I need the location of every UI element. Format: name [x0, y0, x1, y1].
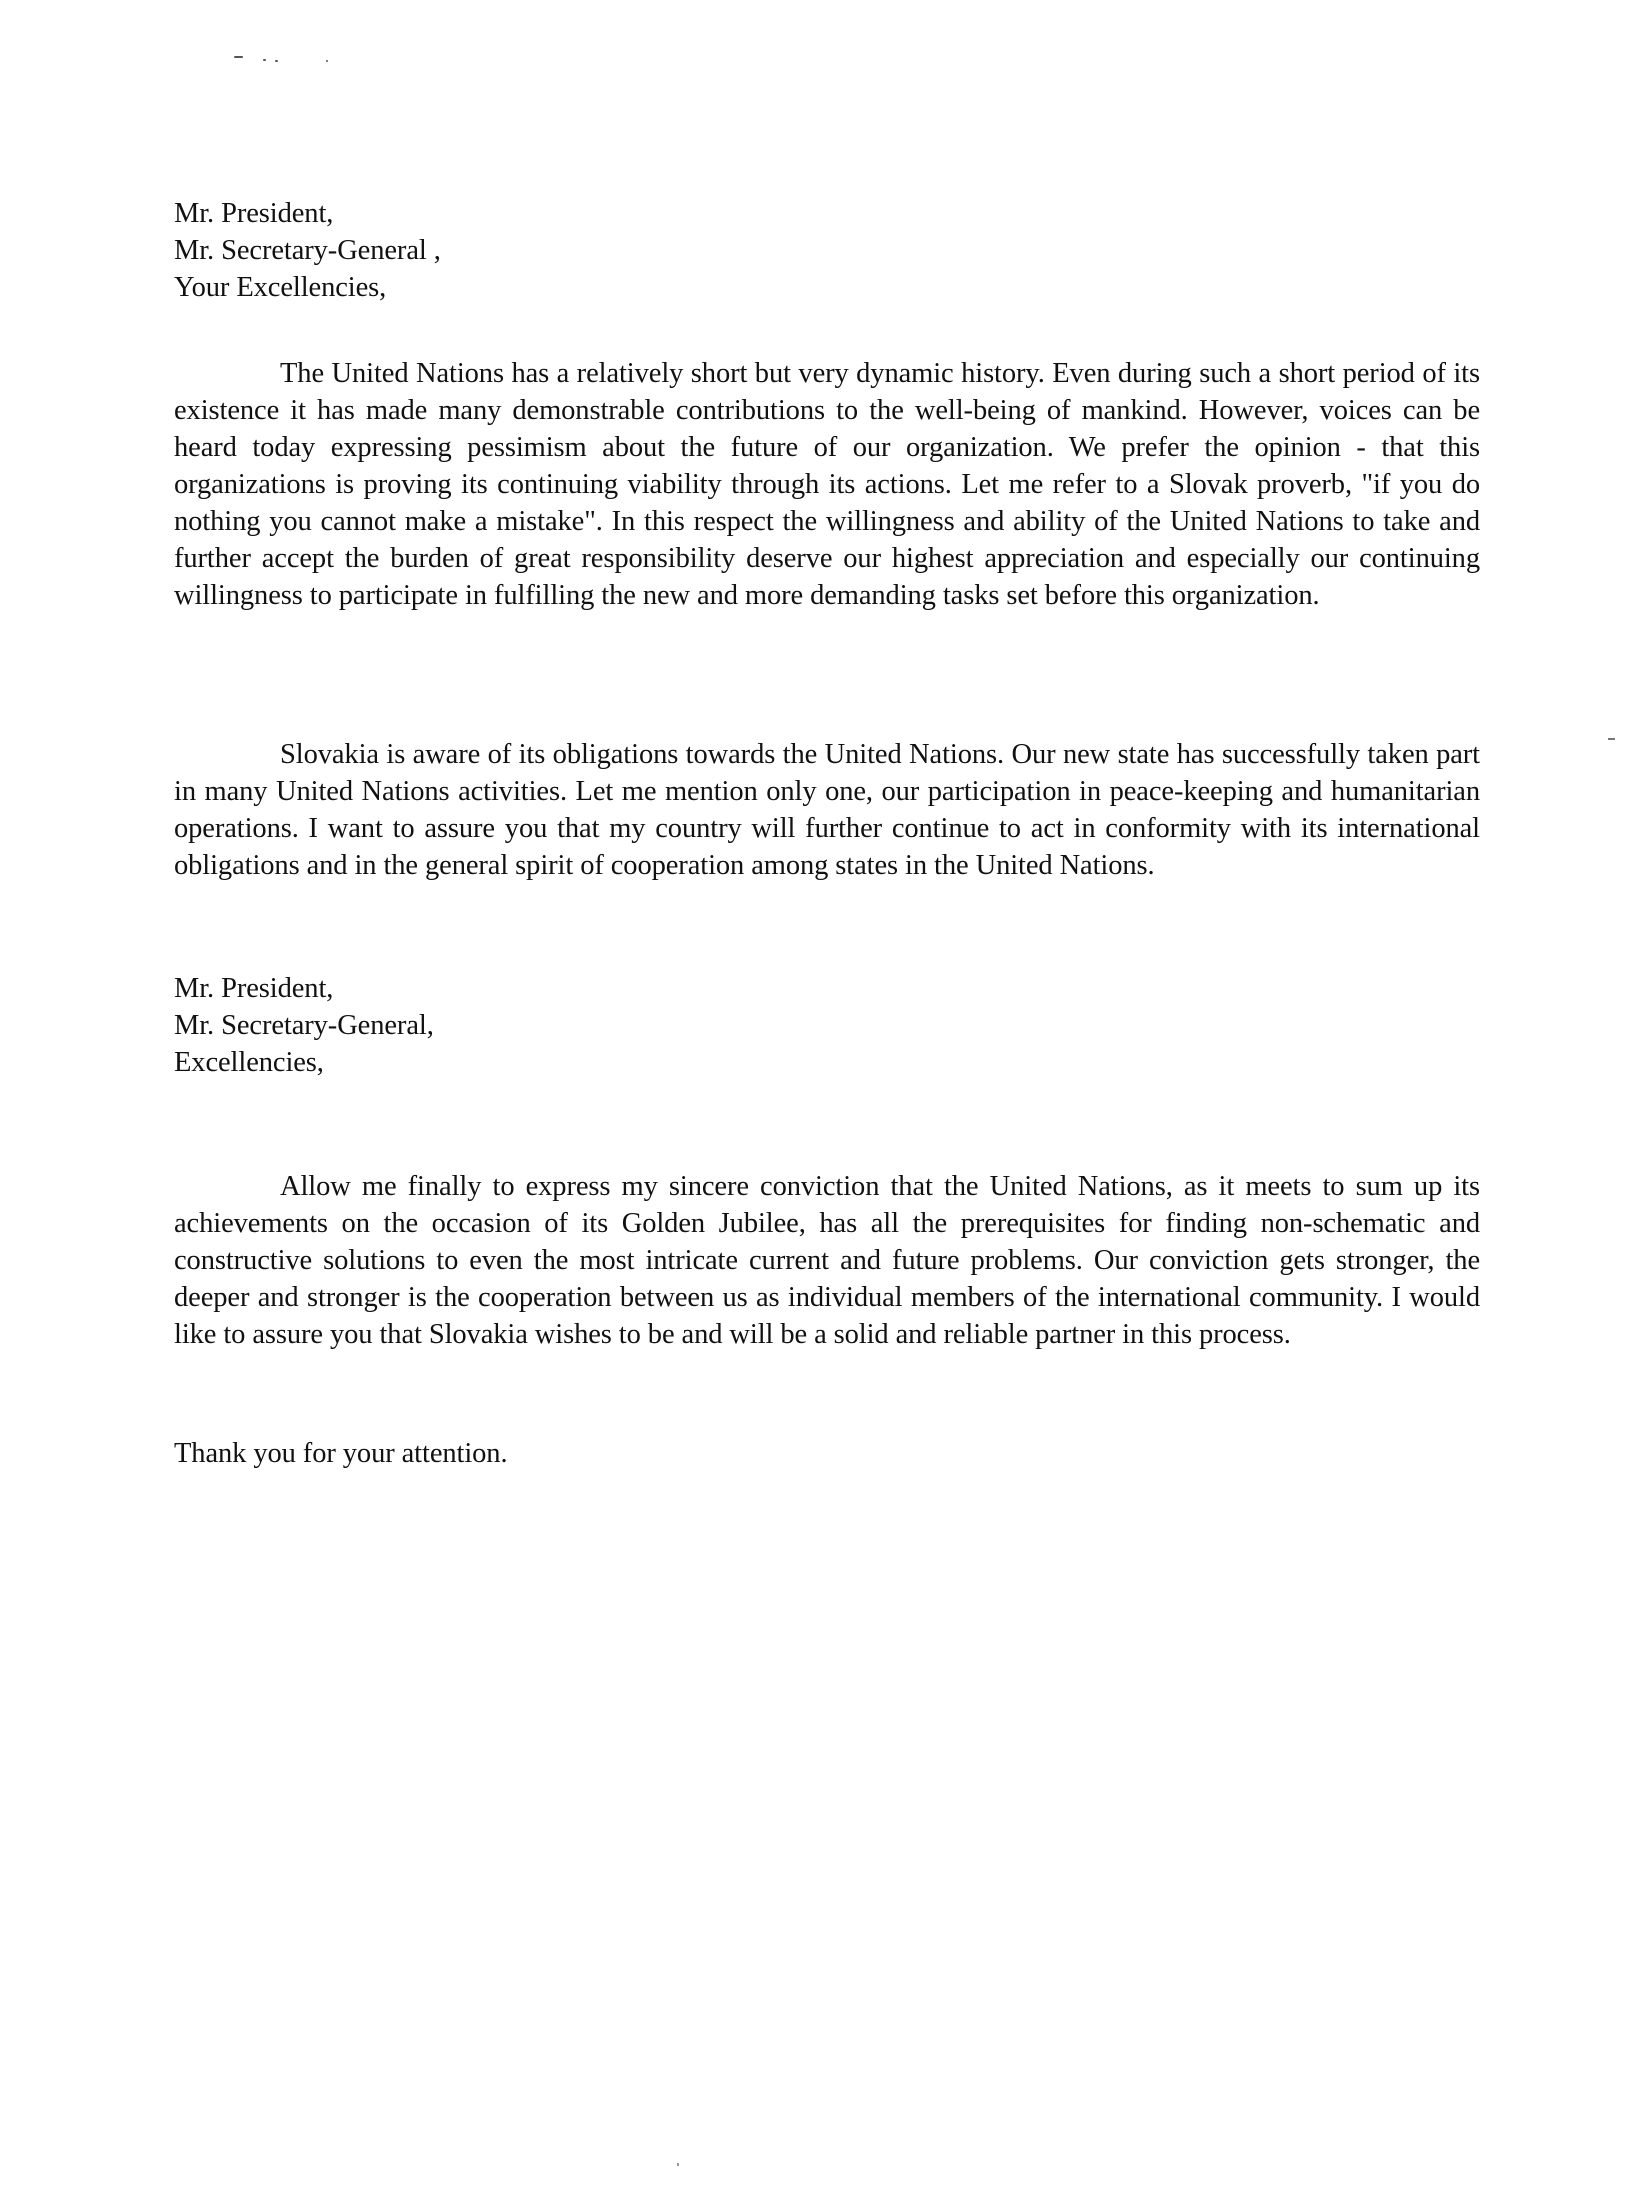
scan-edge-mark [1608, 738, 1615, 740]
salutation-line-excellencies: Excellencies, [174, 1047, 324, 1078]
salutation-line-president: Mr. President, [174, 198, 334, 229]
paragraph-un-history: The United Nations has a relatively short but very dynamic history. Even during such a short period of its existence it has made many demonstrable contributions to the well-being of mankind. However, voices can be heard today expressing pessimism about the future of our organization. We prefer the opinion - that this organizations is proving its continuing viability through its actions. Let me refer to a Slovak proverb, "if you do nothing you cannot make a mistake". In this respect the willingness and ability of the United Nations to take and further accept the burden of great responsibility deserve our highest appreciation and especially our continuing willingness to participate in fulfilling the new and more demanding tasks set before this organization. [174, 358, 1480, 611]
scan-speck [326, 60, 328, 62]
opening-salutation [174, 195, 1480, 306]
scan-speck [234, 56, 243, 58]
scan-speck [263, 59, 266, 61]
scan-specks [230, 52, 350, 66]
salutation-line-president: Mr. President, [174, 973, 334, 1004]
salutation-line-secretary-general: Mr. Secretary-General , [174, 235, 441, 266]
scan-bottom-mark [677, 2163, 679, 2166]
scan-speck [275, 60, 278, 62]
paragraph-conviction: Allow me finally to express my sincere conviction that the United Nations, as it meets to sum up its achievements on the occasion of its Golden Jubilee, has all the prerequisites for finding non-schematic and constructive solutions to even the most intricate current and future problems. Our conviction gets stronger, the deeper and stronger is the cooperation between us as individual members of the international community. I would like to assure you that Slovakia wishes to be and will be a solid and reliable partner in this process. [174, 1171, 1480, 1350]
paragraph-slovakia-obligations: Slovakia is aware of its obligations towards the United Nations. Our new state has successfully taken part in many United Nations activities. Let me mention only one, our participation in peace-keeping and humanitarian operations. I want to assure you that my country will further continue to act in conformity with its international obligations and in the general spirit of cooperation among states in the United Nations. [174, 739, 1480, 881]
salutation-line-excellencies: Your Excellencies, [174, 272, 387, 303]
salutation-line-secretary-general: Mr. Secretary-General, [174, 1010, 434, 1041]
closing-line: Thank you for your attention. [174, 1438, 508, 1469]
second-salutation [174, 970, 1480, 1081]
